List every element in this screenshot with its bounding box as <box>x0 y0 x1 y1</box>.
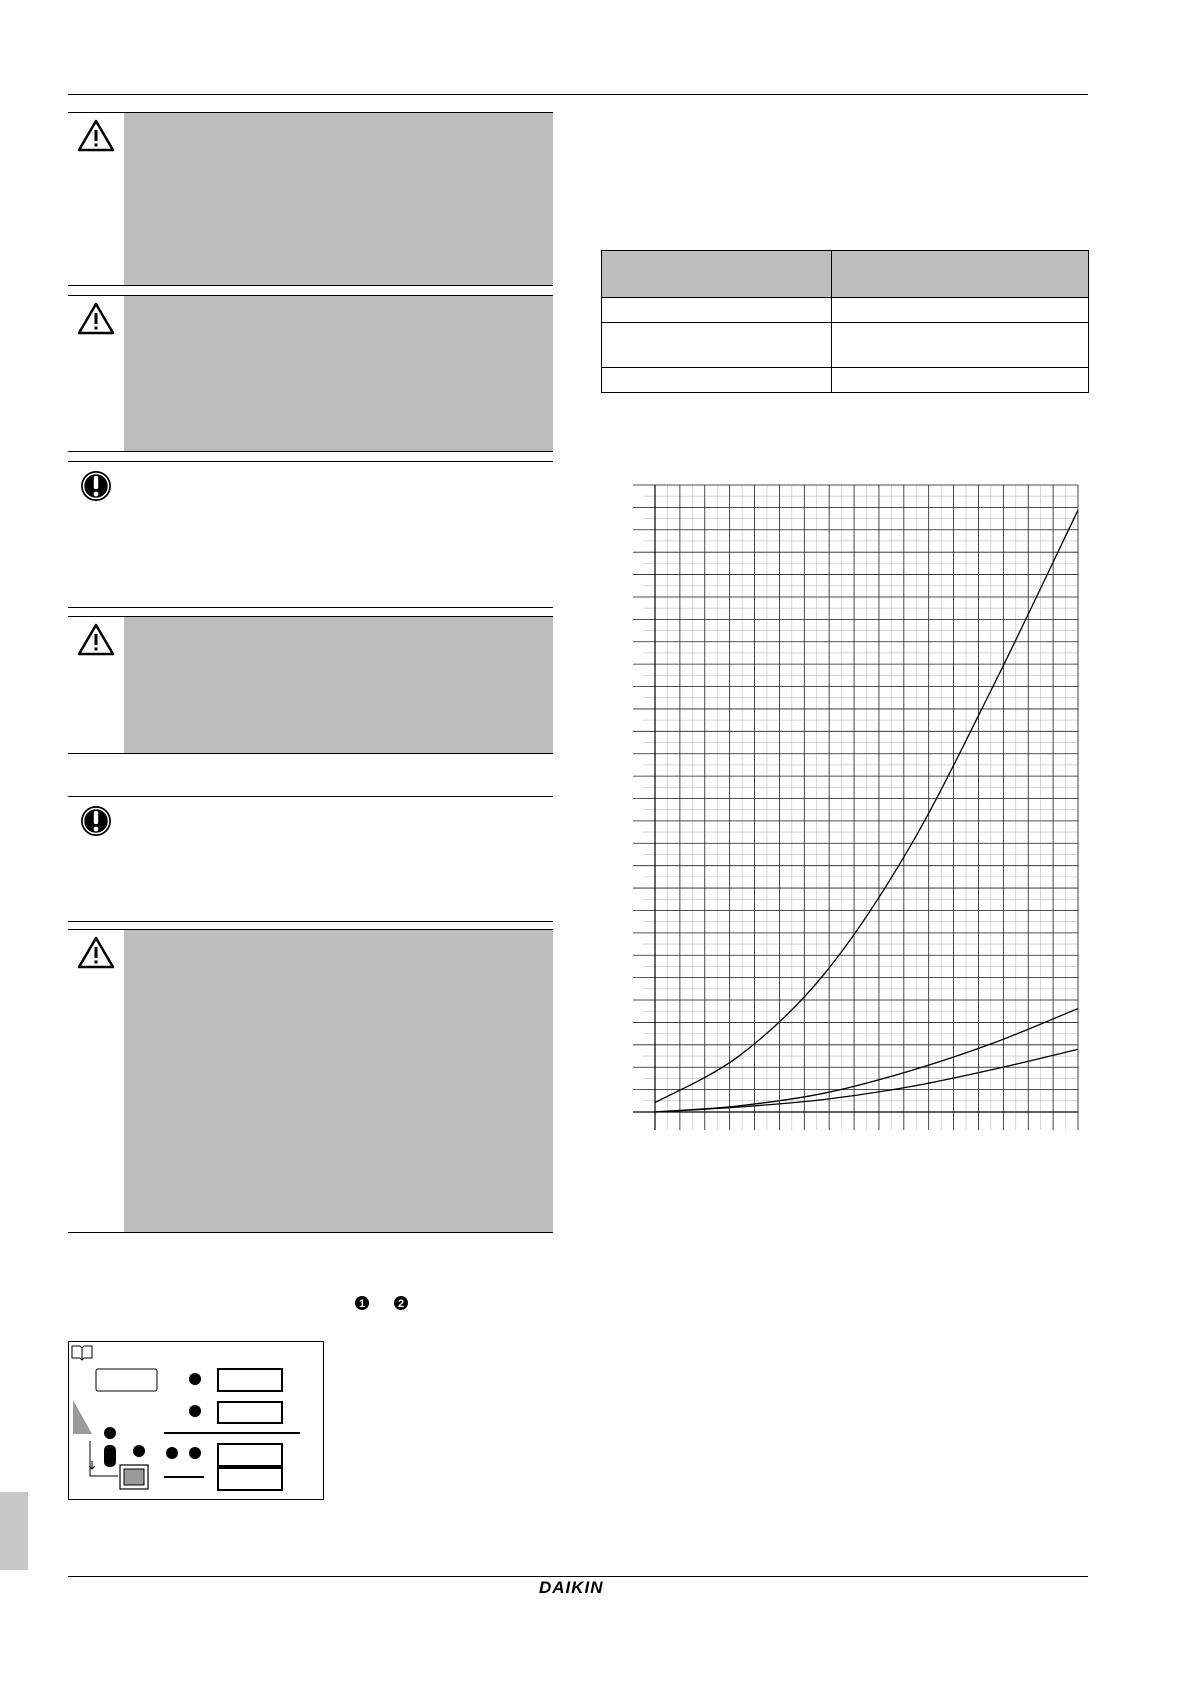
exclamation-circle-icon <box>76 803 116 839</box>
table-row <box>602 368 1089 393</box>
warning-box-1 <box>68 112 553 286</box>
label-field-3 <box>218 1444 282 1466</box>
line-chart <box>610 480 1090 1135</box>
header-rule <box>68 94 1088 95</box>
svg-text:1: 1 <box>358 1298 366 1310</box>
chart-major-grid <box>633 485 1078 1130</box>
label-field-2 <box>218 1402 282 1423</box>
section-side-tab <box>0 1492 28 1570</box>
table-cell <box>602 323 832 368</box>
notice-box-1 <box>68 461 553 608</box>
table-header-cell <box>602 251 832 298</box>
table-cell <box>832 298 1089 323</box>
refrigerant-label-diagram <box>68 1341 324 1500</box>
marker-2 <box>393 1295 409 1311</box>
table-row <box>602 323 1089 368</box>
warning-triangle-icon <box>76 117 116 153</box>
table-row <box>602 298 1089 323</box>
chart-minor-grid <box>643 485 1078 1130</box>
marker-1 <box>354 1295 370 1311</box>
warning-triangle-icon <box>76 621 116 657</box>
table-cell <box>832 323 1089 368</box>
manual-book-icon <box>72 1346 92 1360</box>
warning-box-2 <box>68 295 553 452</box>
notice-box-2 <box>68 796 553 922</box>
table-cell <box>832 368 1089 393</box>
warning-box-4 <box>68 929 553 1233</box>
table-cell <box>602 298 832 323</box>
cylinder-icon <box>104 1445 116 1467</box>
exclamation-circle-icon <box>76 468 116 504</box>
warning-triangle-icon <box>76 300 116 336</box>
svg-text:2: 2 <box>397 1298 405 1310</box>
label-field-top-left <box>96 1369 157 1391</box>
table-header-cell <box>832 251 1089 298</box>
table-cell <box>602 368 832 393</box>
warning-triangle-icon <box>76 934 116 970</box>
table-header-row <box>602 251 1089 298</box>
label-field-1 <box>218 1369 282 1391</box>
footer-rule <box>68 1576 1088 1577</box>
data-table <box>601 250 1089 393</box>
label-field-4 <box>218 1468 282 1490</box>
brand-logo: DAIKIN <box>539 1578 604 1597</box>
warning-box-3 <box>68 616 553 754</box>
